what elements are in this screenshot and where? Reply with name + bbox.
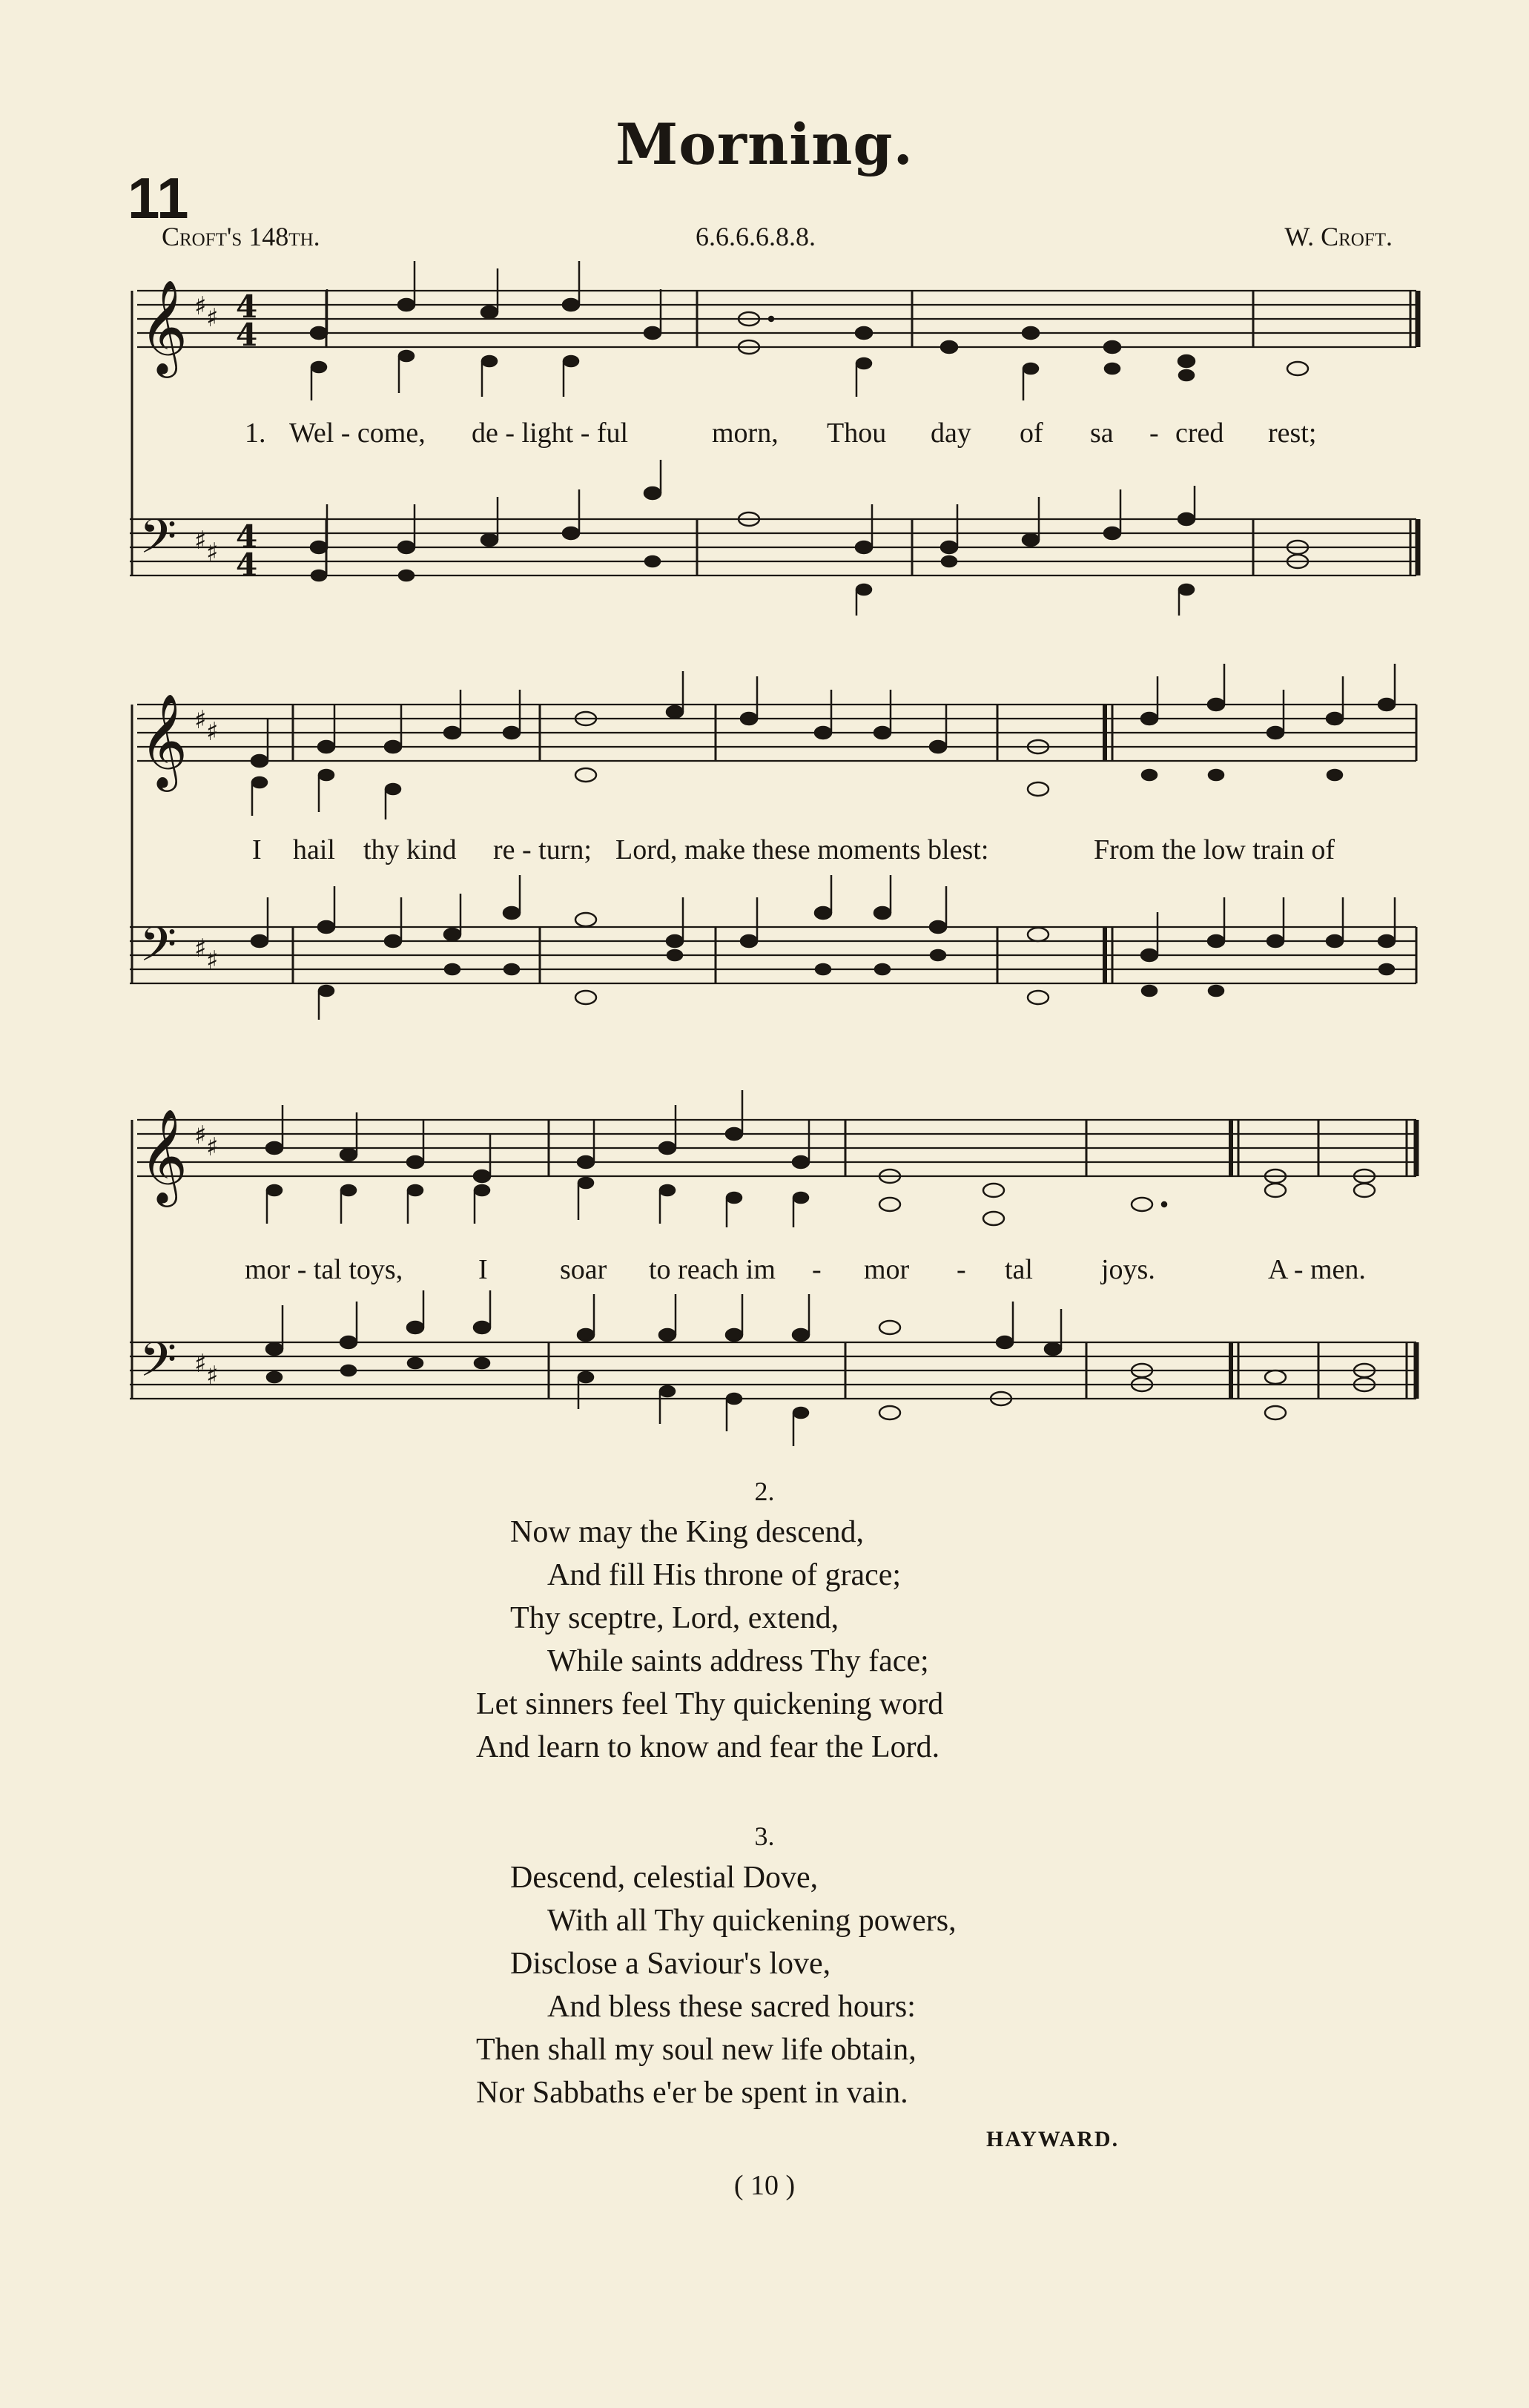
page-title: Morning. xyxy=(615,111,914,177)
svg-text:♯: ♯ xyxy=(206,303,219,333)
tune-composer: W. Croft. xyxy=(1284,222,1393,251)
lyric-word: Wel - come, xyxy=(289,418,426,449)
verse-line: And fill His throne of grace; xyxy=(547,1558,902,1592)
lyric-word: re - turn; xyxy=(493,834,592,865)
tune-name: Croft's 148th. xyxy=(162,222,320,251)
verse-line: And learn to know and fear the Lord. xyxy=(476,1730,940,1764)
lyric-word: day xyxy=(931,418,971,449)
svg-text:𝄞: 𝄞 xyxy=(139,1108,188,1203)
svg-text:𝄞: 𝄞 xyxy=(139,693,188,788)
lyric-line-3 xyxy=(133,1253,1409,1290)
lyric-word: - xyxy=(1149,418,1159,449)
lyric-word: mor - tal toys, xyxy=(245,1254,403,1285)
lyric-line-2 xyxy=(133,834,1409,871)
svg-text:♯: ♯ xyxy=(194,1349,207,1379)
svg-text:♯: ♯ xyxy=(206,1361,219,1391)
lyric-word: A - men. xyxy=(1268,1254,1366,1285)
verse-line: While saints address Thy face; xyxy=(547,1644,929,1678)
lyric-word: morn, xyxy=(712,418,779,449)
svg-text:4: 4 xyxy=(236,518,258,555)
lyric-word: sa xyxy=(1090,418,1114,449)
page-number: ( 10 ) xyxy=(733,2170,796,2201)
svg-text:4: 4 xyxy=(236,288,258,325)
lyric-word: Lord, make these moments blest: xyxy=(615,834,989,865)
svg-text:♯: ♯ xyxy=(206,717,219,747)
lyric-word: of xyxy=(1020,418,1043,449)
svg-text:𝄞: 𝄞 xyxy=(139,279,188,374)
lyric-word: joys. xyxy=(1101,1254,1155,1285)
verse-line: Then shall my soul new life obtain, xyxy=(476,2033,917,2067)
lyric-word: hail xyxy=(293,834,335,865)
lyric-word: From the low train of xyxy=(1094,834,1335,865)
svg-text:4: 4 xyxy=(236,547,258,583)
verse-line: Thy sceptre, Lord, extend, xyxy=(510,1601,839,1635)
tune-meter: 6.6.6.6.8.8. xyxy=(696,222,816,251)
hymn-number: 11 xyxy=(128,165,189,231)
bass-staff-3 xyxy=(130,1342,1416,1399)
verse-line: And bless these sacred hours: xyxy=(547,1990,916,2024)
svg-text:♯: ♯ xyxy=(206,1132,219,1162)
svg-text:♯: ♯ xyxy=(206,946,219,975)
svg-text:♯: ♯ xyxy=(194,526,207,555)
lyric-word: soar xyxy=(560,1254,607,1285)
lyric-word: de - light - ful xyxy=(472,418,629,449)
treble-staff-3 xyxy=(137,1120,1416,1176)
svg-text:𝄢: 𝄢 xyxy=(139,1333,177,1399)
lyric-word: rest; xyxy=(1268,418,1317,449)
svg-text:♯: ♯ xyxy=(194,705,207,735)
svg-text:4: 4 xyxy=(236,317,258,353)
verse-line: With all Thy quickening powers, xyxy=(547,1904,957,1938)
lyric-word: I xyxy=(478,1254,488,1285)
verse-line: Let sinners feel Thy quickening word xyxy=(476,1687,944,1721)
lyric-word: Thou xyxy=(827,418,887,449)
svg-text:♯: ♯ xyxy=(194,934,207,963)
svg-text:♯: ♯ xyxy=(194,1121,207,1150)
lyric-word: mor xyxy=(864,1254,910,1285)
lyric-word: cred xyxy=(1175,418,1224,449)
lyric-line-1 xyxy=(133,417,1409,454)
svg-text:♯: ♯ xyxy=(194,291,207,321)
verse-number: 2. xyxy=(754,1477,775,1506)
verse-line: Now may the King descend, xyxy=(510,1515,865,1549)
lyric-word: - xyxy=(957,1254,966,1285)
lyric-word: - xyxy=(812,1254,822,1285)
svg-text:𝄢: 𝄢 xyxy=(139,509,177,576)
lyric-word: 1. xyxy=(245,418,266,449)
svg-text:𝄢: 𝄢 xyxy=(139,917,177,984)
treble-staff-1 xyxy=(137,291,1416,347)
verse-line: Descend, celestial Dove, xyxy=(510,1861,819,1895)
svg-text:♯: ♯ xyxy=(206,538,219,567)
verse-line: Nor Sabbaths e'er be spent in vain. xyxy=(476,2076,908,2110)
lyric-word: tal xyxy=(1005,1254,1033,1285)
lyric-word: to reach im xyxy=(649,1254,776,1285)
author-credit: HAYWARD. xyxy=(986,2127,1120,2151)
lyric-word: I xyxy=(252,834,262,865)
verse-line: Disclose a Saviour's love, xyxy=(510,1947,831,1981)
lyric-word: thy kind xyxy=(363,834,457,865)
verse-number: 3. xyxy=(754,1821,775,1851)
